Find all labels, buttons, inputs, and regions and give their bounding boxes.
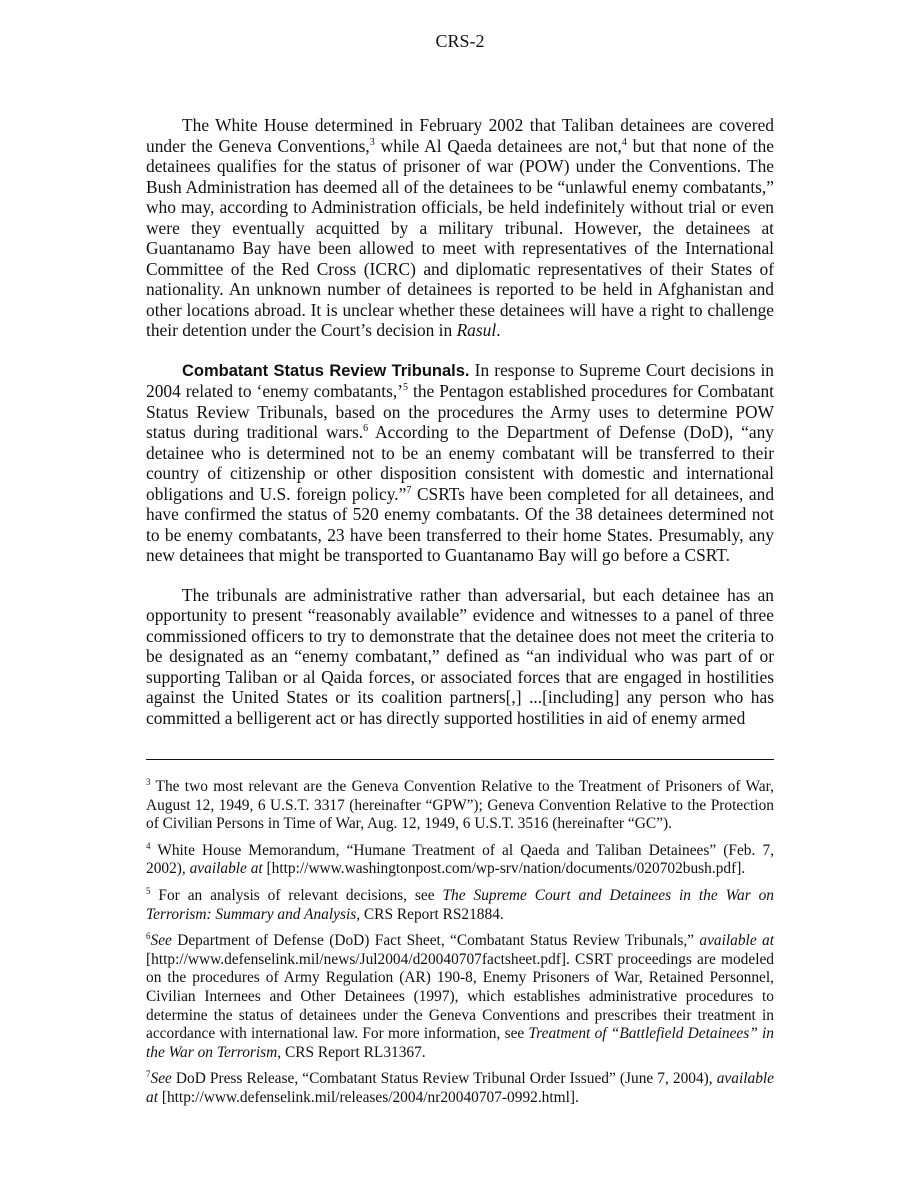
footnote-separator [146,759,774,760]
paragraph-text: but that none of the detainees qualifies for the status of prisoner of war (POW) under the Conventions. The Bush Administration has deemed all of the detainees to be “unlawful enemy combatants,” who may, according to Administration officials, be held indefinitely without trial or even were they eventually acquitted by a military tribunal. However, the detainees at Guantanamo Bay have been allowed to meet with representatives of the International Committee of the Red Cross (ICRC) and diplomatic representatives of their States of nationality. An unknown number of detainees is reported to be held in Afghanistan and other locations abroad. It is unclear whether these detainees will have a right to challenge their detention under the Court’s decision in [146,135,774,340]
footnote-ref-4[interactable]: 4 [621,136,627,148]
footnote-italic: available at [699,932,775,950]
page-number: CRS-2 [435,31,485,51]
footnote-url[interactable]: [http://www.washingtonpost.com/wp-srv/nation/documents/020702bush.pdf]. [262,860,746,878]
paragraph-detainee-status [146,115,774,341]
footnotes [146,778,774,1116]
footnote-text: DoD Press Release, “Combatant Status Review Tribunal Order Issued” (June 7, 2004), [171,1070,717,1088]
footnote-text: For an analysis of relevant decisions, see [150,886,443,904]
footnote-3 [146,778,774,834]
footnote-url[interactable]: [http://www.defenselink.mil/releases/2004/nr20040707-0992.html]. [157,1088,579,1106]
footnote-number: 4 [146,840,151,851]
section-heading-csrt: Combatant Status Review Tribunals. [182,361,470,380]
footnote-6 [146,932,774,1062]
footnote-italic: available at [146,1070,774,1106]
paragraph-text: In response to Supreme Court decisions in 2004 related to ‘enemy combatants,’ [146,359,775,401]
footnote-text: , CRS Report RL31367. [277,1043,426,1061]
paragraph-text: The tribunals are administrative rather than adversarial, but each detainee has an opportunity to present “reasonably available” evidence and witnesses to a panel of three commissioned officers to try to demonstrate that the detainee does not meet the criteria to be designated as an “enemy combatant,” defined as “an individual who was part of or supporting Taliban or al Qaida forces, or associated forces that are engaged in hostilities against the United States or its coalition partners[,] ...[including] any person who has committed a belligerent act or has directly supported hostilities in aid of enemy armed [146,584,774,728]
paragraph-text: The White House determined in February 2002 that Taliban detainees are covered under the Geneva Conventions, [146,115,774,156]
body-text [146,115,774,747]
paragraph-text: the Pentagon established procedures for Combatant Status Review Tribunals, based on the procedures the Army uses to determine POW status during traditional wars. [146,381,774,442]
footnote-italic: available at [189,860,263,878]
paragraph-csrt [146,360,774,566]
paragraph-tribunals [146,585,774,729]
footnote-5 [146,887,774,924]
footnote-ref-6[interactable]: 6 [363,423,369,435]
paragraph-text: According to the Department of Defense (DoD), “any detainee who is determined not to be an enemy combatant will be transferred to their country of citizenship or other disposition consistent with domestic and international obligations and U.S. foreign policy.” [146,422,774,504]
footnote-number: 6 [146,931,151,942]
footnote-text: The two most relevant are the Geneva Convention Relative to the Treatment of Prisoners of War, August 12, 1949, 6 U.S.T. 3317 (hereinafter “GPW”); Geneva Convention Relative to the Protection of Civilian Persons in Time of War, Aug. 12, 1949, 6 U.S.T. 3516 (hereinafter “GC”). [146,778,774,833]
footnote-report-title: Treatment of “Battlefield Detainees” in the War on Terrorism [146,1025,774,1061]
footnote-ref-3[interactable]: 3 [369,136,375,148]
footnote-italic: See [150,1070,172,1088]
footnote-text: White House Memorandum, “Humane Treatment of al Qaeda and Taliban Detainees” (Feb. 7, 2002), [146,841,774,878]
footnote-report-title: The Supreme Court and Detainees in the War on Terrorism: Summary and Analysis [146,886,775,923]
footnote-7 [146,1070,774,1107]
case-name-rasul: Rasul [456,320,497,340]
footnote-text: [http://www.defenselink.mil/news/Jul2004/d20040707factsheet.pdf]. CSRT proceedings are modeled on the procedures of Army Regulation (AR) 190-8, Enemy Prisoners of War, Retained Personnel, Civilian Internees and Other Detainees (1997), which establishes administrative procedures to determine the status of detainees under the Geneva Conventions and prescribes their treatment in accordance with international law. For more information, see [146,950,774,1043]
footnote-text: , CRS Report RS21884. [356,905,504,923]
footnote-4 [146,842,774,879]
footnote-number: 7 [146,1069,151,1080]
footnote-ref-5[interactable]: 5 [403,382,409,394]
footnote-number: 5 [146,885,151,896]
footnote-number: 3 [146,776,151,787]
footnote-ref-7[interactable]: 7 [406,484,412,496]
paragraph-text: while Al Qaeda detainees are not, [374,135,622,156]
paragraph-text: . [496,320,501,340]
footnote-text: Department of Defense (DoD) Fact Sheet, “Combatant Status Review Tribunals,” [171,932,700,950]
footnote-italic: See [150,932,172,950]
paragraph-text: CSRTs have been completed for all detainees, and have confirmed the status of 520 enemy combatants. Of the 38 detainees determined not to be enemy combatants, 23 have been transferred to their home States. Presumably, any new detainees that might be transported to Guantanamo Bay will go before a CSRT. [146,483,775,565]
